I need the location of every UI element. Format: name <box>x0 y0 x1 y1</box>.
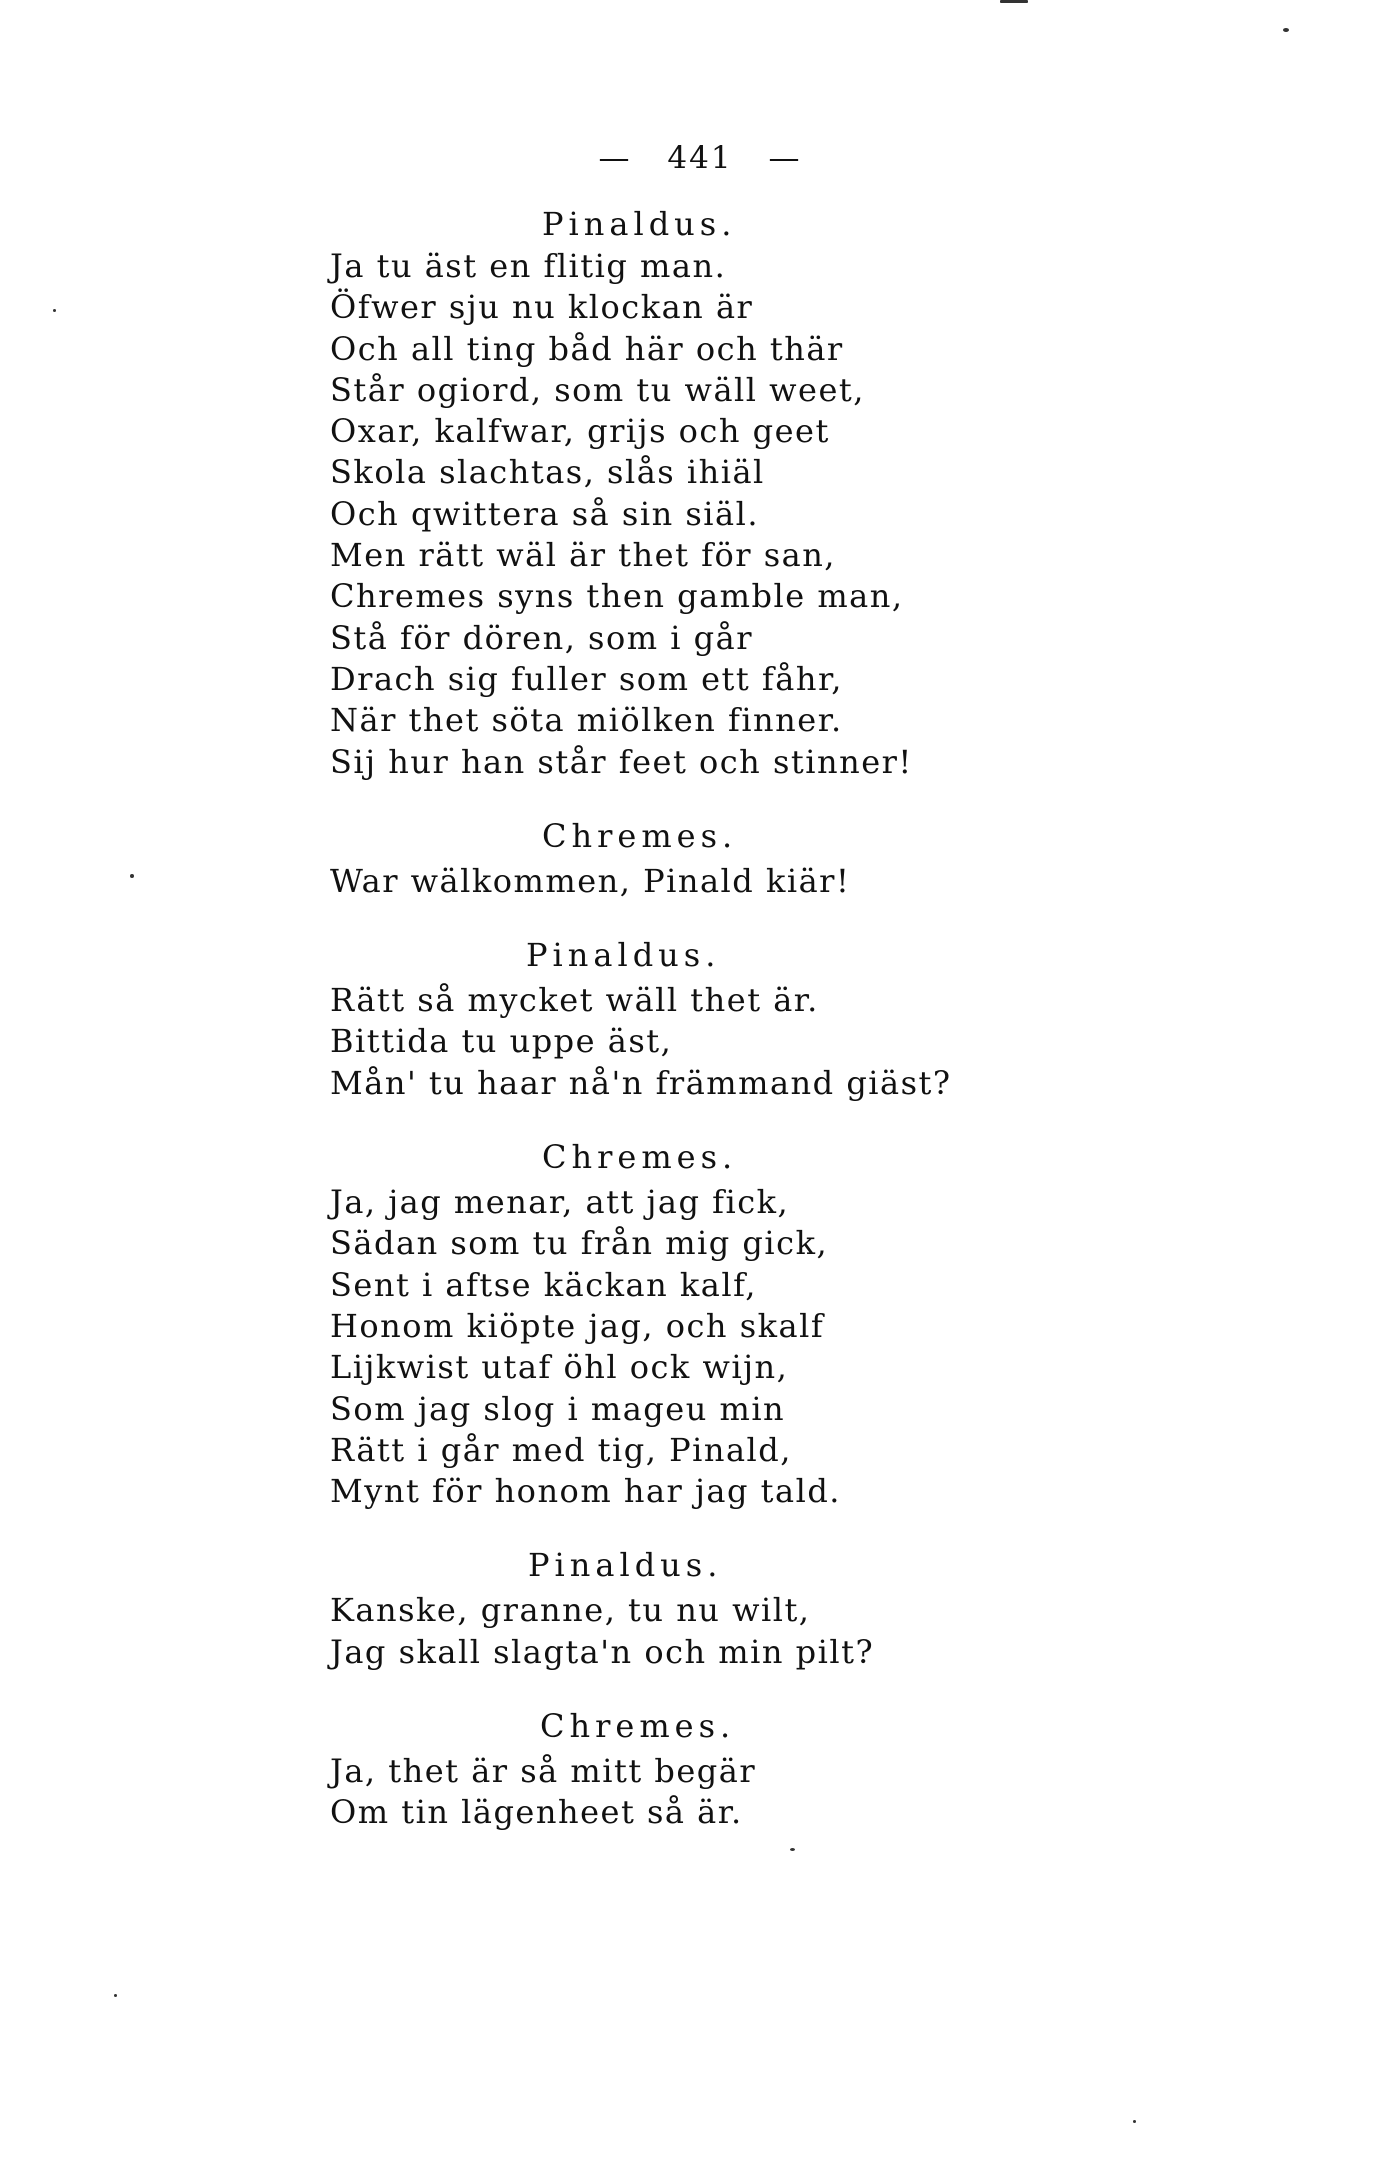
verse-line: Och qwittera så sin siäl. <box>330 494 759 533</box>
speaker-name: Pinaldus. <box>526 936 721 975</box>
verse-line: Oxar, kalfwar, grijs och geet <box>330 412 830 451</box>
speaker-name: Pinaldus. <box>542 205 737 243</box>
verse-line: Honom kiöpte jag, och skalf <box>330 1306 825 1345</box>
verse-line: Lijkwist utaf öhl ock wijn, <box>330 1348 789 1387</box>
page-number-value: 441 <box>667 140 733 176</box>
speech <box>330 1701 1330 1834</box>
scan-speck <box>53 309 56 312</box>
verse-line: Ja, thet är så mitt begär <box>330 1752 757 1791</box>
verse-line: Ja tu äst en flitig man. <box>330 247 727 285</box>
speech <box>330 202 1330 783</box>
verse-line: Och all ting båd här och thär <box>330 329 844 368</box>
verse-line: Drach sig fuller som ett fåhr, <box>330 659 843 698</box>
verse-line: Rätt så mycket wäll thet är. <box>330 981 819 1020</box>
page-number-dash-left: — <box>598 140 632 176</box>
page-number <box>0 140 1400 176</box>
verse-line: Kanske, granne, tu nu wilt, <box>330 1591 811 1630</box>
speaker-name: Pinaldus. <box>528 1546 723 1585</box>
scan-speck <box>1133 2120 1136 2123</box>
speaker-name: Chremes. <box>542 816 738 855</box>
verse-line: War wälkommen, Pinald kiär! <box>330 861 851 900</box>
scan-speck <box>130 874 134 878</box>
dialogue-text <box>330 202 1330 1862</box>
verse-line: När thet söta miölken finner. <box>330 701 843 740</box>
verse-line: Skola slachtas, slås ihiäl <box>330 453 765 492</box>
verse-line: Mynt för honom har jag tald. <box>330 1472 841 1511</box>
page-number-dash-right: — <box>768 140 802 176</box>
speech <box>330 811 1330 902</box>
scan-speck <box>1000 0 1028 3</box>
scan-speck <box>114 1994 117 1997</box>
verse-line: Chremes syns then gamble man, <box>330 577 904 616</box>
scan-speck <box>790 1848 795 1851</box>
speaker-name: Chremes. <box>540 1707 736 1746</box>
verse-line: Stå för dören, som i går <box>330 618 754 657</box>
speech <box>330 1132 1330 1512</box>
speech <box>330 1540 1330 1673</box>
speech <box>330 930 1330 1104</box>
verse-line: Bittida tu uppe äst, <box>330 1022 673 1061</box>
verse-line: Ja, jag menar, att jag fick, <box>330 1183 790 1222</box>
verse-line: Mån' tu haar nå'n främmand giäst? <box>330 1063 952 1102</box>
verse-line: Som jag slog i mageu min <box>330 1389 786 1428</box>
verse-line: Om tin lägenheet så är. <box>330 1793 743 1832</box>
verse-line: Står ogiord, som tu wäll weet, <box>330 370 865 409</box>
verse-line: Sent i aftse käckan kalf, <box>330 1265 757 1304</box>
verse-line: Men rätt wäl är thet för san, <box>330 536 836 575</box>
verse-line: Jag skall slagta'n och min pilt? <box>330 1632 875 1671</box>
scan-speck <box>1283 28 1289 32</box>
verse-line: Sädan som tu från mig gick, <box>330 1224 829 1263</box>
verse-line: Sij hur han står feet och stinner! <box>330 742 913 781</box>
verse-line: Rätt i går med tig, Pinald, <box>330 1430 792 1469</box>
verse-line: Öfwer sju nu klockan är <box>330 288 754 327</box>
speaker-name: Chremes. <box>542 1138 738 1177</box>
